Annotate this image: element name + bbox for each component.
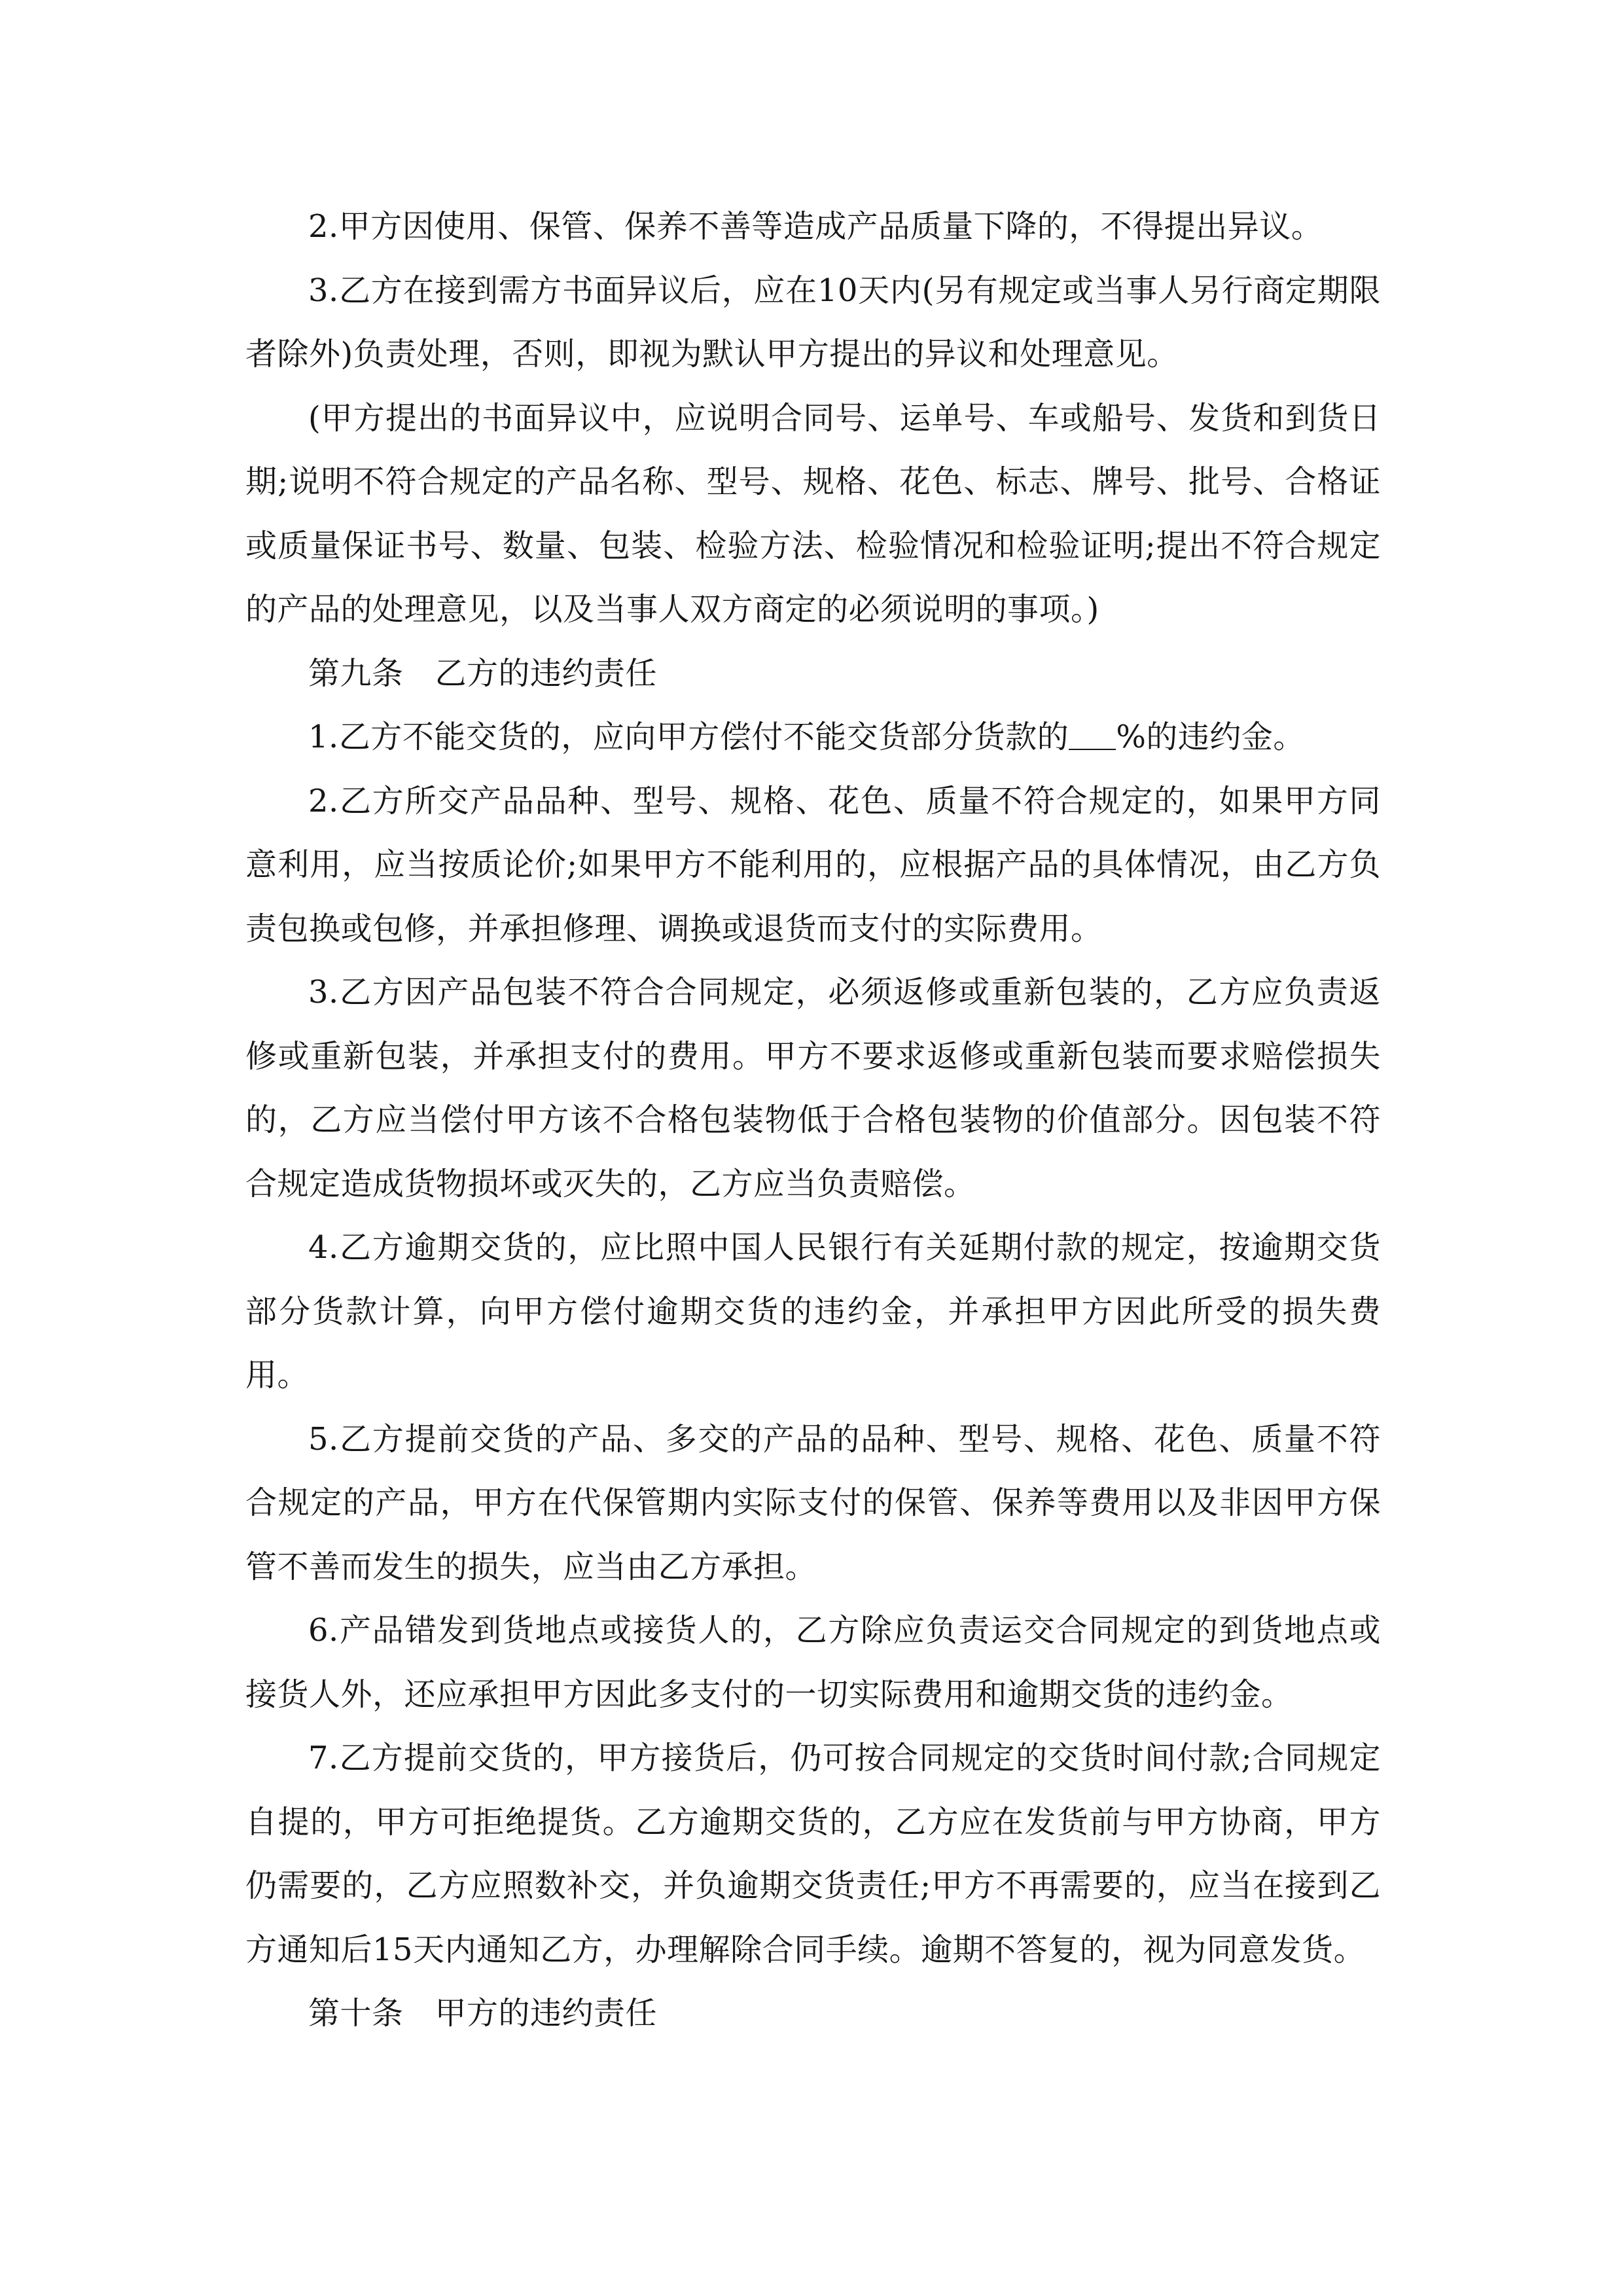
paragraph-misdelivery: 6.产品错发到货地点或接货人的，乙方除应负责运交合同规定的到货地点或接货人外，还应承担甲方因此多支付的一切实际费用和逾期交货的违约金。 — [245, 1612, 1381, 1713]
paragraph-text-after-blank: %的违约金。 — [1116, 719, 1305, 755]
article-number: 第十条 — [308, 1995, 404, 2032]
article-heading-nine — [245, 642, 1381, 706]
paragraph-objection-quality-decline: 2.甲方因使用、保管、保养不善等造成产品质量下降的，不得提出异议。 — [308, 208, 1323, 245]
paragraph-nonconforming-products: 2.乙方所交产品品种、型号、规格、花色、质量不符合规定的，如果甲方同意利用，应当按质论价;如果甲方不能利用的，应根据产品的具体情况，由乙方负责包换或包修，并承担修理、调换或退货而支付的实际费用。 — [245, 782, 1381, 947]
article-title: 乙方的违约责任 — [435, 655, 658, 692]
article-heading-ten — [245, 1982, 1381, 2046]
paragraph-late-delivery-penalty: 4.乙方逾期交货的，应比照中国人民银行有关延期付款的规定，按逾期交货部分货款计算，向甲方偿付逾期交货的违约金，并承担甲方因此所受的损失费用。 — [245, 1229, 1381, 1393]
article-title: 甲方的违约责任 — [435, 1995, 658, 2032]
paragraph-objection-handling-deadline: 3.乙方在接到需方书面异议后，应在10天内(另有规定或当事人另行商定期限者除外)负责处理，否则，即视为默认甲方提出的异议和处理意见。 — [245, 272, 1381, 372]
paragraph-early-or-excess-delivery: 5.乙方提前交货的产品、多交的产品的品种、型号、规格、花色、质量不符合规定的产品，甲方在代保管期内实际支付的保管、保养等费用以及非因甲方保管不善而发生的损失，应当由乙方承担。 — [245, 1420, 1381, 1585]
fill-in-blank-percentage — [1069, 723, 1116, 750]
paragraph-objection-contents-note: (甲方提出的书面异议中，应说明合同号、运单号、车或船号、发货和到货日期;说明不符合规定的产品名称、型号、规格、花色、标志、牌号、批号、合格证或质量保证书号、数量、包装、检验方法、检验情况和检验证明;提出不符合规定的产品的处理意见，以及当事人双方商定的必须说明的事项。) — [245, 399, 1381, 628]
paragraph-failure-to-deliver-penalty — [245, 706, 1381, 770]
document-body — [245, 195, 1381, 2046]
paragraph-packaging-nonconformity: 3.乙方因产品包装不符合合同规定，必须返修或重新包装的，乙方应负责返修或重新包装，并承担支付的费用。甲方不要求返修或重新包装而要求赔偿损失的，乙方应当偿付甲方该不合格包装物低于合格包装物的价值部分。因包装不符合规定造成货物损坏或灭失的，乙方应当负责赔偿。 — [245, 974, 1381, 1202]
paragraph-early-late-delivery-handling: 7.乙方提前交货的，甲方接货后，仍可按合同规定的交货时间付款;合同规定自提的，甲方可拒绝提货。乙方逾期交货的，乙方应在发货前与甲方协商，甲方仍需要的，乙方应照数补交，并负逾期交货责任;甲方不再需要的，应当在接到乙方通知后15天内通知乙方，办理解除合同手续。逾期不答复的，视为同意发货。 — [245, 1740, 1381, 1968]
article-number: 第九条 — [308, 655, 404, 692]
paragraph-text-before-blank: 1.乙方不能交货的，应向甲方偿付不能交货部分货款的 — [308, 719, 1069, 755]
